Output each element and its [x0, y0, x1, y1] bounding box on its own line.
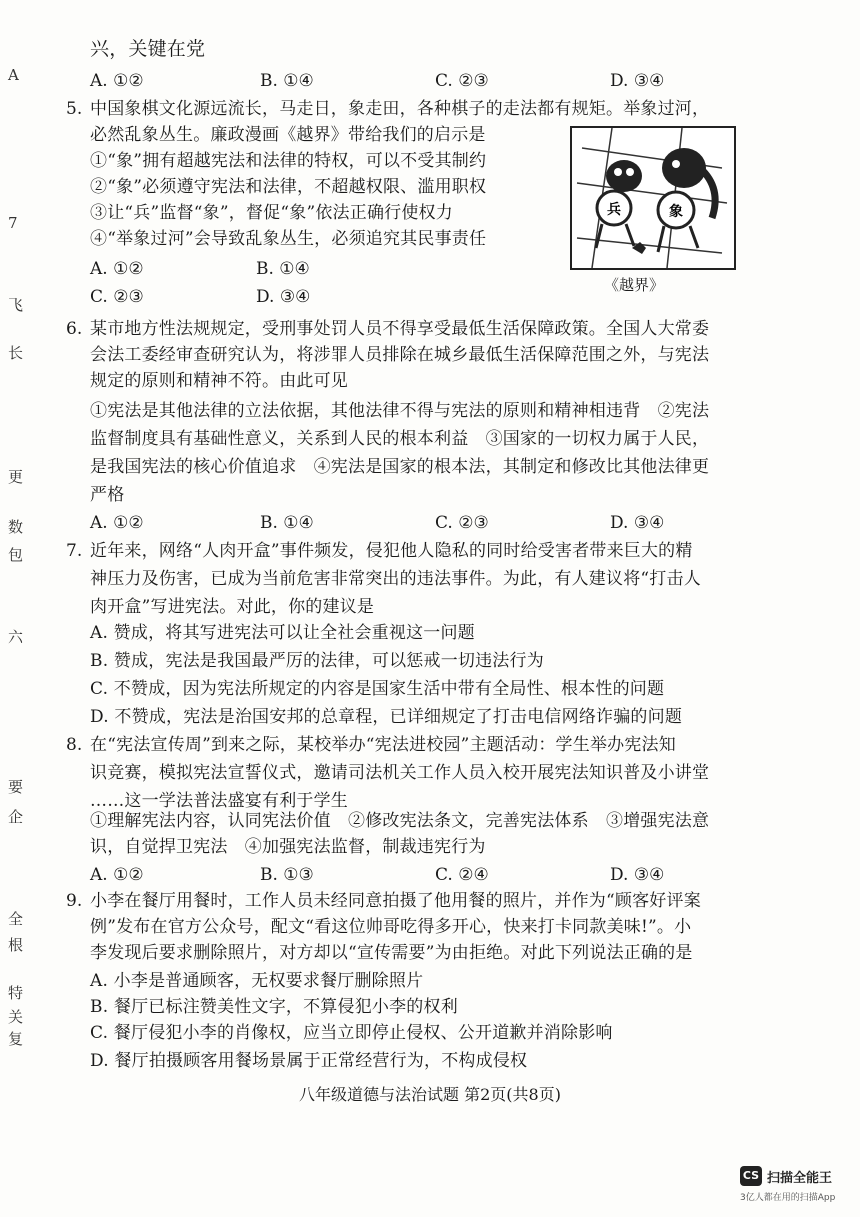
margin-mark: 数 — [8, 518, 24, 536]
statement-line: ①宪法是其他法律的立法依据，其他法律不得与宪法的原则和精神相违背 ②宪法 — [90, 401, 710, 421]
margin-mark: 特 — [8, 984, 24, 1002]
margin-mark: 企 — [8, 808, 24, 826]
question-5-options-row1 — [90, 258, 350, 280]
option-d: D. ③④ — [256, 287, 311, 307]
question-text-line: 例”发布在官方公众号，配文“看这位帅哥吃得多开心，快来打卡同款美味!”。小 — [90, 917, 692, 937]
margin-mark: 全 — [8, 910, 24, 928]
question-text-line: 某市地方性法规规定，受刑事处罚人员不得享受最低生活保障政策。全国人大常委 — [90, 319, 710, 339]
statement-line: 识，自觉捍卫宪法 ④加强宪法监督，制裁违宪行为 — [90, 837, 486, 857]
page-footer: 八年级道德与法治试题 第2页(共8页) — [299, 1085, 561, 1104]
option-c: C. ②③ — [90, 287, 144, 307]
question-8-options — [90, 864, 710, 886]
margin-mark: 包 — [8, 546, 24, 564]
question-text-line: 肉开盒”写进宪法。对此，你的建议是 — [90, 597, 375, 617]
question-text-line: 识竞赛，模拟宪法宣誓仪式，邀请司法机关工作人员入校开展宪法知识普及小讲堂 — [90, 763, 710, 783]
margin-mark: A — [8, 66, 19, 84]
margin-mark: 六 — [8, 628, 24, 646]
question-text-line: 规定的原则和精神不符。由此可见 — [90, 371, 348, 391]
option-c: C. ②③ — [435, 513, 489, 533]
statement-3: ③让“兵”监督“象”，督促“象”依法正确行使权力 — [90, 203, 453, 223]
statement-line: 是我国宪法的核心价值追求 ④宪法是国家的根本法，其制定和修改比其他法律更 — [90, 457, 710, 477]
margin-mark: 飞 — [8, 296, 24, 314]
option-d: D. 不赞成，宪法是治国安邦的总章程，已详细规定了打击电信网络诈骗的问题 — [90, 707, 683, 727]
question-text-line: 李发现后要求删除照片，对方却以“宣传需要”为由拒绝。对此下列说法正确的是 — [90, 943, 693, 963]
statement-4: ④“举象过河”会导致乱象丛生，必须追究其民事责任 — [90, 229, 487, 249]
option-b: B. ①④ — [260, 71, 314, 91]
margin-mark: 根 — [8, 936, 24, 954]
option-a: A. 小李是普通顾客，无权要求餐厅删除照片 — [90, 971, 424, 991]
elephant-piece-label: 象 — [669, 204, 683, 220]
option-a: A. 赞成，将其写进宪法可以让全社会重视这一问题 — [90, 623, 475, 643]
margin-mark: 关 — [8, 1008, 24, 1026]
figure-caption: 《越界》 — [604, 276, 665, 294]
cartoon-figure — [570, 126, 736, 270]
scanner-slogan: 3亿人都在用的扫描App — [740, 1193, 836, 1203]
margin-mark: 更 — [8, 468, 24, 486]
question-number: 5. — [66, 99, 83, 119]
statement-2: ②“象”必须遵守宪法和法律，不超越权限、滥用职权 — [90, 177, 487, 197]
margin-mark: 7 — [8, 214, 18, 232]
question-6-options — [90, 512, 710, 534]
option-d: D. ③④ — [610, 513, 665, 533]
question-number: 9. — [66, 891, 83, 911]
margin-mark: 长 — [8, 344, 24, 362]
question-number: 6. — [66, 319, 83, 339]
option-c: C. ②④ — [435, 865, 489, 885]
question-text-line: 必然乱象丛生。廉政漫画《越界》带给我们的启示是 — [90, 125, 486, 145]
margin-mark: 要 — [8, 778, 24, 796]
question-text-line: 神压力及伤害，已成为当前危害非常突出的违法事件。为此，有人建议将“打击人 — [90, 569, 701, 589]
option-a: A. ①② — [90, 259, 144, 279]
option-a: A. ①② — [90, 71, 144, 91]
previous-question-options — [90, 70, 710, 92]
option-c: C. 不赞成，因为宪法所规定的内容是国家生活中带有全局性、根本性的问题 — [90, 679, 665, 699]
option-b: B. 赞成，宪法是我国最严厉的法律，可以惩戒一切违法行为 — [90, 651, 544, 671]
question-text-line: 在“宪法宣传周”到来之际，某校举办“宪法进校园”主题活动：学生举办宪法知 — [90, 735, 676, 755]
option-b: B. ①④ — [260, 513, 314, 533]
scanner-watermark — [740, 1166, 850, 1206]
scanner-logo-icon: CS — [740, 1166, 762, 1186]
option-d: D. ③④ — [610, 71, 665, 91]
statement-line: ①理解宪法内容，认同宪法价值 ②修改宪法条文，完善宪法体系 ③增强宪法意 — [90, 811, 710, 831]
statement-1: ①“象”拥有超越宪法和法律的特权，可以不受其制约 — [90, 151, 487, 171]
statement-line: 监督制度具有基础性意义，关系到人民的根本利益 ③国家的一切权力属于人民， — [90, 429, 710, 449]
previous-question-continuation: 兴，关键在党 — [90, 38, 206, 60]
question-text-line: ……这一学法普法盛宴有利于学生 — [90, 791, 348, 811]
soldier-piece-label: 兵 — [607, 202, 621, 218]
option-d: D. 餐厅拍摄顾客用餐场景属于正常经营行为，不构成侵权 — [90, 1051, 528, 1071]
cartoon-illustration — [572, 128, 734, 268]
option-c: C. 餐厅侵犯小李的肖像权，应当立即停止侵权、公开道歉并消除影响 — [90, 1023, 613, 1043]
option-a: A. ①② — [90, 513, 144, 533]
option-c: C. ②③ — [435, 71, 489, 91]
option-b: B. ①④ — [256, 259, 310, 279]
question-number: 8. — [66, 735, 83, 755]
scanner-app-name: 扫描全能王 — [767, 1171, 833, 1186]
question-text-line: 近年来，网络“人肉开盒”事件频发，侵犯他人隐私的同时给受害者带来巨大的精 — [90, 541, 693, 561]
question-text-line: 会法工委经审查研究认为，将涉罪人员排除在城乡最低生活保障范围之外，与宪法 — [90, 345, 710, 365]
question-number: 7. — [66, 541, 83, 561]
margin-mark: 复 — [8, 1030, 24, 1048]
question-text-line: 小李在餐厅用餐时，工作人员未经同意拍摄了他用餐的照片，并作为“顾客好评案 — [90, 891, 701, 911]
option-b: B. 餐厅已标注赞美性文字，不算侵犯小李的权利 — [90, 997, 458, 1017]
question-text-line: 中国象棋文化源远流长，马走日，象走田，各种棋子的走法都有规矩。举象过河， — [90, 99, 710, 119]
statement-line: 严格 — [90, 485, 125, 505]
option-b: B. ①③ — [260, 865, 314, 885]
option-d: D. ③④ — [610, 865, 665, 885]
question-5-options-row2 — [90, 286, 350, 308]
option-a: A. ①② — [90, 865, 144, 885]
